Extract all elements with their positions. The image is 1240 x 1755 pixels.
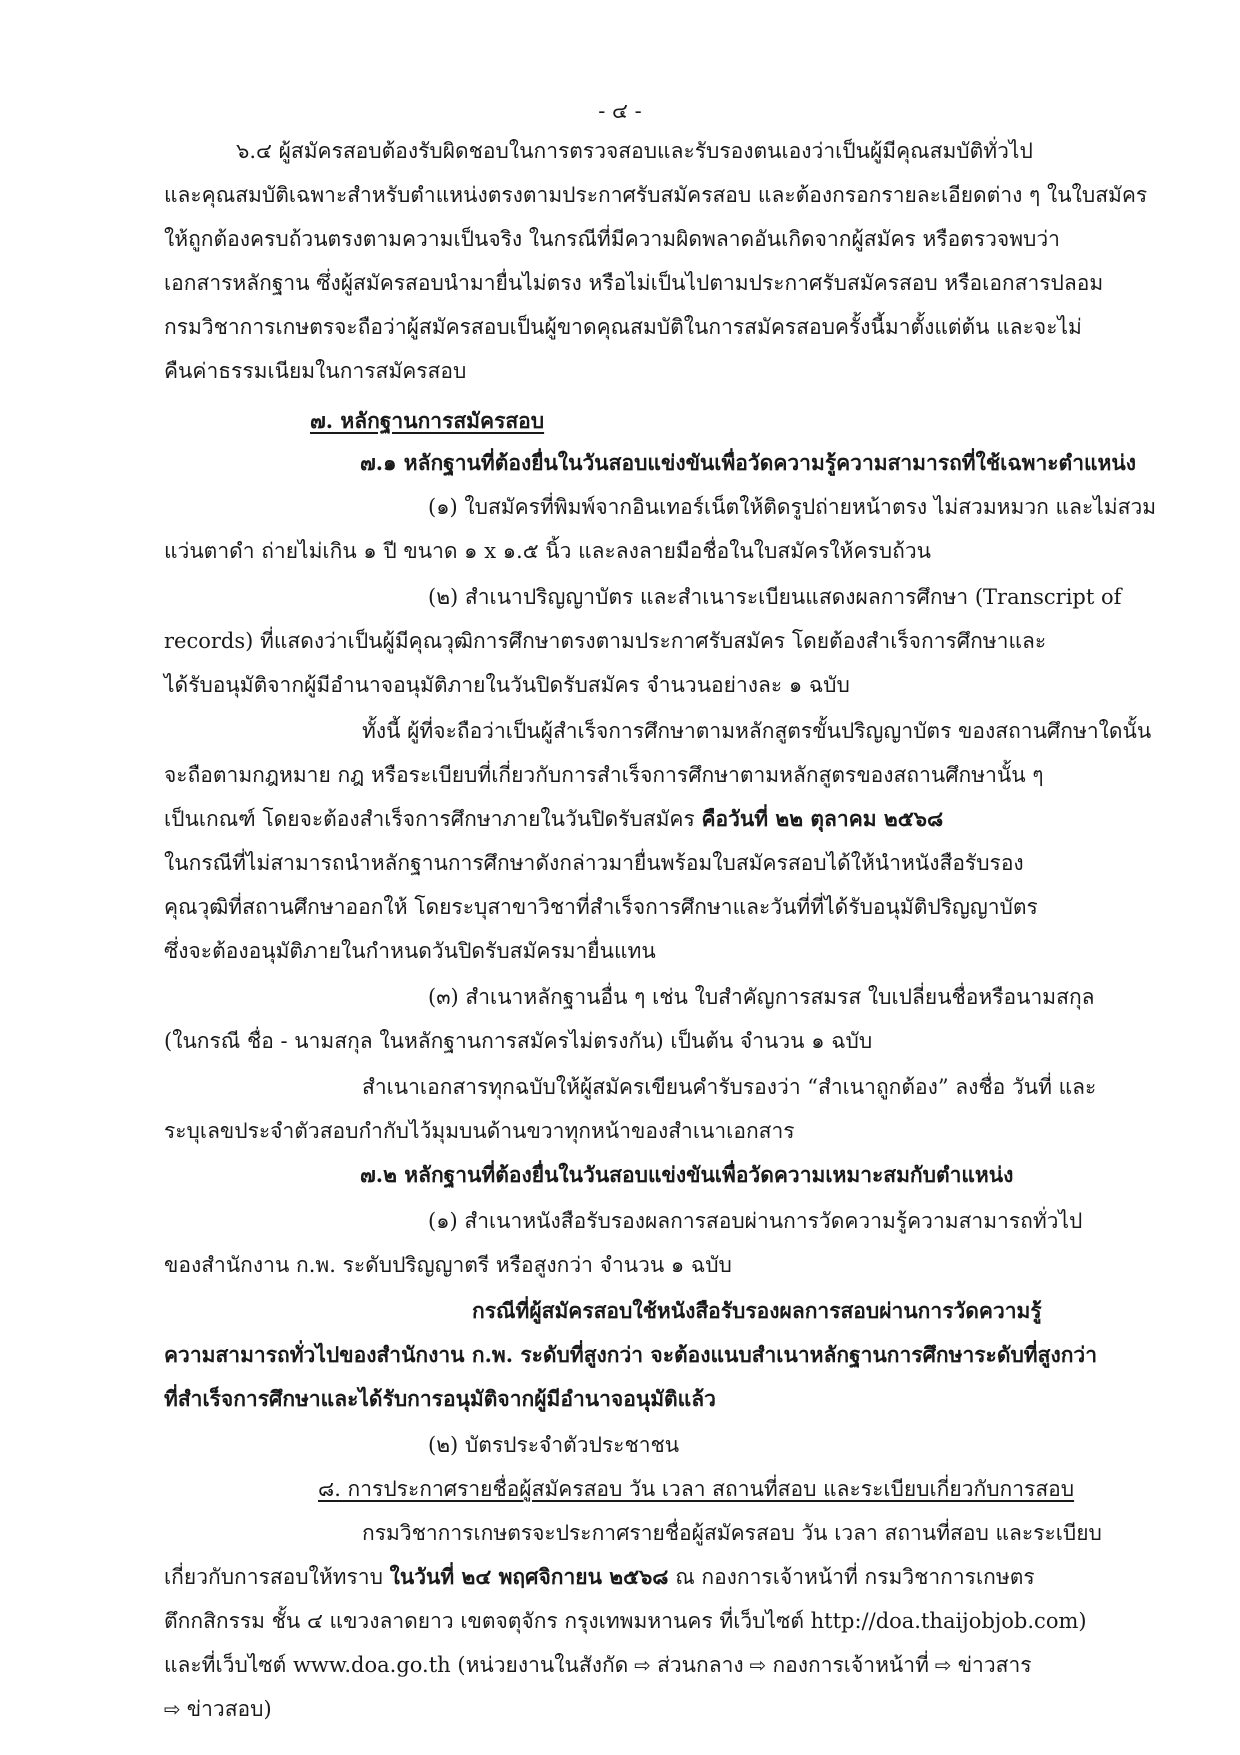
breadcrumb-prefix: และที่เว็บไซต์ www.doa.go.th (หน่วยงานในสังกัด (164, 1653, 629, 1677)
section-6-4-line-1: ๖.๔ ผู้สมัครสอบต้องรับผิดชอบในการตรวจสอบและรับรองตนเองว่าเป็นผู้มีคุณสมบัติทั่วไป (236, 139, 1033, 163)
bold-case-line-1: กรณีที่ผู้สมัครสอบใช้หนังสือรับรองผลการสอบผ่านการวัดความรู้ (472, 1298, 1042, 1323)
section-8-line-1: กรมวิชาการเกษตรจะประกาศรายชื่อผู้สมัครสอบ วัน เวลา สถานที่สอบ และระเบียบ (362, 1521, 1102, 1545)
section-8-line-4 (164, 1650, 1032, 1680)
announcement-date: ในวันที่ ๒๔ พฤศจิกายน ๒๕๖๘ (389, 1564, 669, 1589)
breadcrumb-personnel: กองการเจ้าหน้าที่ (772, 1653, 929, 1677)
item-7-1-3-line-1: (๓) สำเนาหลักฐานอื่น ๆ เช่น ใบสำคัญการสมรส ใบเปลี่ยนชื่อหรือนามสกุล (428, 985, 1095, 1009)
page-number: - ๔ - (598, 99, 642, 123)
section-6-4-line-2: และคุณสมบัติเฉพาะสำหรับตำแหน่งตรงตามประกาศรับสมัครสอบ และต้องกรอกรายละเอียดต่าง ๆ ในใบสมัคร (164, 183, 1148, 207)
section-8-heading: ๘. การประกาศรายชื่อผู้สมัครสอบ วัน เวลา สถานที่สอบ และระเบียบเกี่ยวกับการสอบ (318, 1477, 1075, 1501)
item-7-1-2-line-1: (๒) สำเนาปริญญาบัตร และสำเนาระเบียนแสดงผลการศึกษา (Transcript of (428, 585, 1122, 609)
section-7-2-heading: ๗.๒ หลักฐานที่ต้องยื่นในวันสอบแข่งขันเพื่อวัดความเหมาะสมกับตำแหน่ง (360, 1162, 1014, 1187)
bold-case-line-3: ที่สำเร็จการศึกษาและได้รับการอนุมัติจากผู้มีอำนาจอนุมัติแล้ว (164, 1386, 716, 1411)
item-7-2-1-line-2: ของสำนักงาน ก.พ. ระดับปริญญาตรี หรือสูงกว่า จำนวน ๑ ฉบับ (164, 1253, 732, 1277)
breadcrumb-central: ส่วนกลาง (657, 1653, 744, 1677)
item-7-2-1-line-1: (๑) สำเนาหนังสือรับรองผลการสอบผ่านการวัดความรู้ความสามารถทั่วไป (428, 1209, 1083, 1233)
item-7-1-2-line-3: ได้รับอนุมัติจากผู้มีอำนาจอนุมัติภายในวันปิดรับสมัคร จำนวนอย่างละ ๑ ฉบับ (164, 673, 850, 697)
section-6-4-line-3: ให้ถูกต้องครบถ้วนตรงตามความเป็นจริง ในกรณีที่มีความผิดพลาดอันเกิดจากผู้สมัคร หรือตรวจพบว่า (164, 227, 1060, 251)
section-7-heading: ๗. หลักฐานการสมัครสอบ (310, 408, 545, 433)
note-line-1: ทั้งนี้ ผู้ที่จะถือว่าเป็นผู้สำเร็จการศึกษาตามหลักสูตรขั้นปริญญาบัตร ของสถานศึกษาใดนั้น (362, 719, 1152, 743)
criteria-date: คือวันที่ ๒๒ ตุลาคม ๒๕๖๘ (701, 806, 944, 831)
item-7-1-2-line-2: records) ที่แสดงว่าเป็นผู้มีคุณวุฒิการศึกษาตรงตามประกาศรับสมัคร โดยต้องสำเร็จการศึกษาและ (164, 629, 1047, 653)
bold-case-line-2: ความสามารถทั่วไปของสำนักงาน ก.พ. ระดับที่สูงกว่า จะต้องแนบสำเนาหลักฐานการศึกษาระดับที่สูงกว่า (164, 1342, 1098, 1367)
item-7-1-3-line-2: (ในกรณี ชื่อ - นามสกุล ในหลักฐานการสมัครไม่ตรงกัน) เป็นต้น จำนวน ๑ ฉบับ (164, 1029, 873, 1053)
certify-line-2: ระบุเลขประจำตัวสอบกำกับไว้มุมบนด้านขวาทุกหน้าของสำเนาเอกสาร (164, 1119, 795, 1143)
item-7-1-1-line-2: แว่นตาดำ ถ่ายไม่เกิน ๑ ปี ขนาด ๑ x ๑.๕ นิ้ว และลงลายมือชื่อในใบสมัครให้ครบถ้วน (164, 539, 931, 563)
section-8-line-2-suffix: ณ กองการเจ้าหน้าที่ กรมวิชาการเกษตร (668, 1565, 1035, 1589)
item-7-2-2: (๒) บัตรประจำตัวประชาชน (428, 1433, 680, 1457)
breadcrumb-exam-news: ข่าวสอบ) (186, 1697, 272, 1721)
arrow-right-icon: ⇨ (164, 1697, 181, 1721)
case-line-2: คุณวุฒิที่สถานศึกษาออกให้ โดยระบุสาขาวิชาที่สำเร็จการศึกษาและวันที่ที่ได้รับอนุมัติปริญญาบัตร (164, 895, 1038, 919)
section-6-4-line-5: กรมวิชาการเกษตรจะถือว่าผู้สมัครสอบเป็นผู้ขาดคุณสมบัติในการสมัครสอบครั้งนี้มาตั้งแต่ต้น และจะไม่ (164, 315, 1082, 339)
section-8-line-2-prefix: เกี่ยวกับการสอบให้ทราบ (164, 1565, 390, 1589)
case-line-1: ในกรณีที่ไม่สามารถนำหลักฐานการศึกษาดังกล่าวมายื่นพร้อมใบสมัครสอบได้ให้นำหนังสือรับรอง (164, 851, 1024, 875)
arrow-right-icon: ⇨ (749, 1653, 767, 1677)
section-8-line-2 (164, 1562, 1035, 1592)
section-6-4-line-6: คืนค่าธรรมเนียมในการสมัครสอบ (164, 359, 467, 383)
arrow-right-icon: ⇨ (634, 1653, 652, 1677)
section-8-line-5 (164, 1694, 272, 1724)
certify-line-1: สำเนาเอกสารทุกฉบับให้ผู้สมัครเขียนคำรับรองว่า “สำเนาถูกต้อง” ลงชื่อ วันที่ และ (362, 1075, 1097, 1099)
section-7-1-heading: ๗.๑ หลักฐานที่ต้องยื่นในวันสอบแข่งขันเพื่อวัดความรู้ความสามารถที่ใช้เฉพาะตำแหน่ง (360, 450, 1136, 475)
criteria-line (164, 804, 943, 834)
note-line-2: จะถือตามกฎหมาย กฎ หรือระเบียบที่เกี่ยวกับการสำเร็จการศึกษาตามหลักสูตรของสถานศึกษานั้น ๆ (164, 763, 1044, 787)
arrow-right-icon: ⇨ (934, 1653, 952, 1677)
item-7-1-1-line-1: (๑) ใบสมัครที่พิมพ์จากอินเทอร์เน็ตให้ติดรูปถ่ายหน้าตรง ไม่สวมหมวก และไม่สวม (428, 495, 1157, 519)
section-8-line-3: ตึกกสิกรรม ชั้น ๔ แขวงลาดยาว เขตจตุจักร กรุงเทพมหานคร ที่เว็บไซต์ http://doa.thaijobjob.com) (164, 1609, 1087, 1633)
breadcrumb-news: ข่าวสาร (957, 1653, 1032, 1677)
case-line-3: ซึ่งจะต้องอนุมัติภายในกำหนดวันปิดรับสมัครมายื่นแทน (164, 939, 656, 963)
criteria-prefix: เป็นเกณฑ์ โดยจะต้องสำเร็จการศึกษาภายในวันปิดรับสมัคร (164, 807, 702, 831)
section-6-4-line-4: เอกสารหลักฐาน ซึ่งผู้สมัครสอบนำมายื่นไม่ตรง หรือไม่เป็นไปตามประกาศรับสมัครสอบ หรือเอกสารปลอม (164, 271, 1104, 295)
